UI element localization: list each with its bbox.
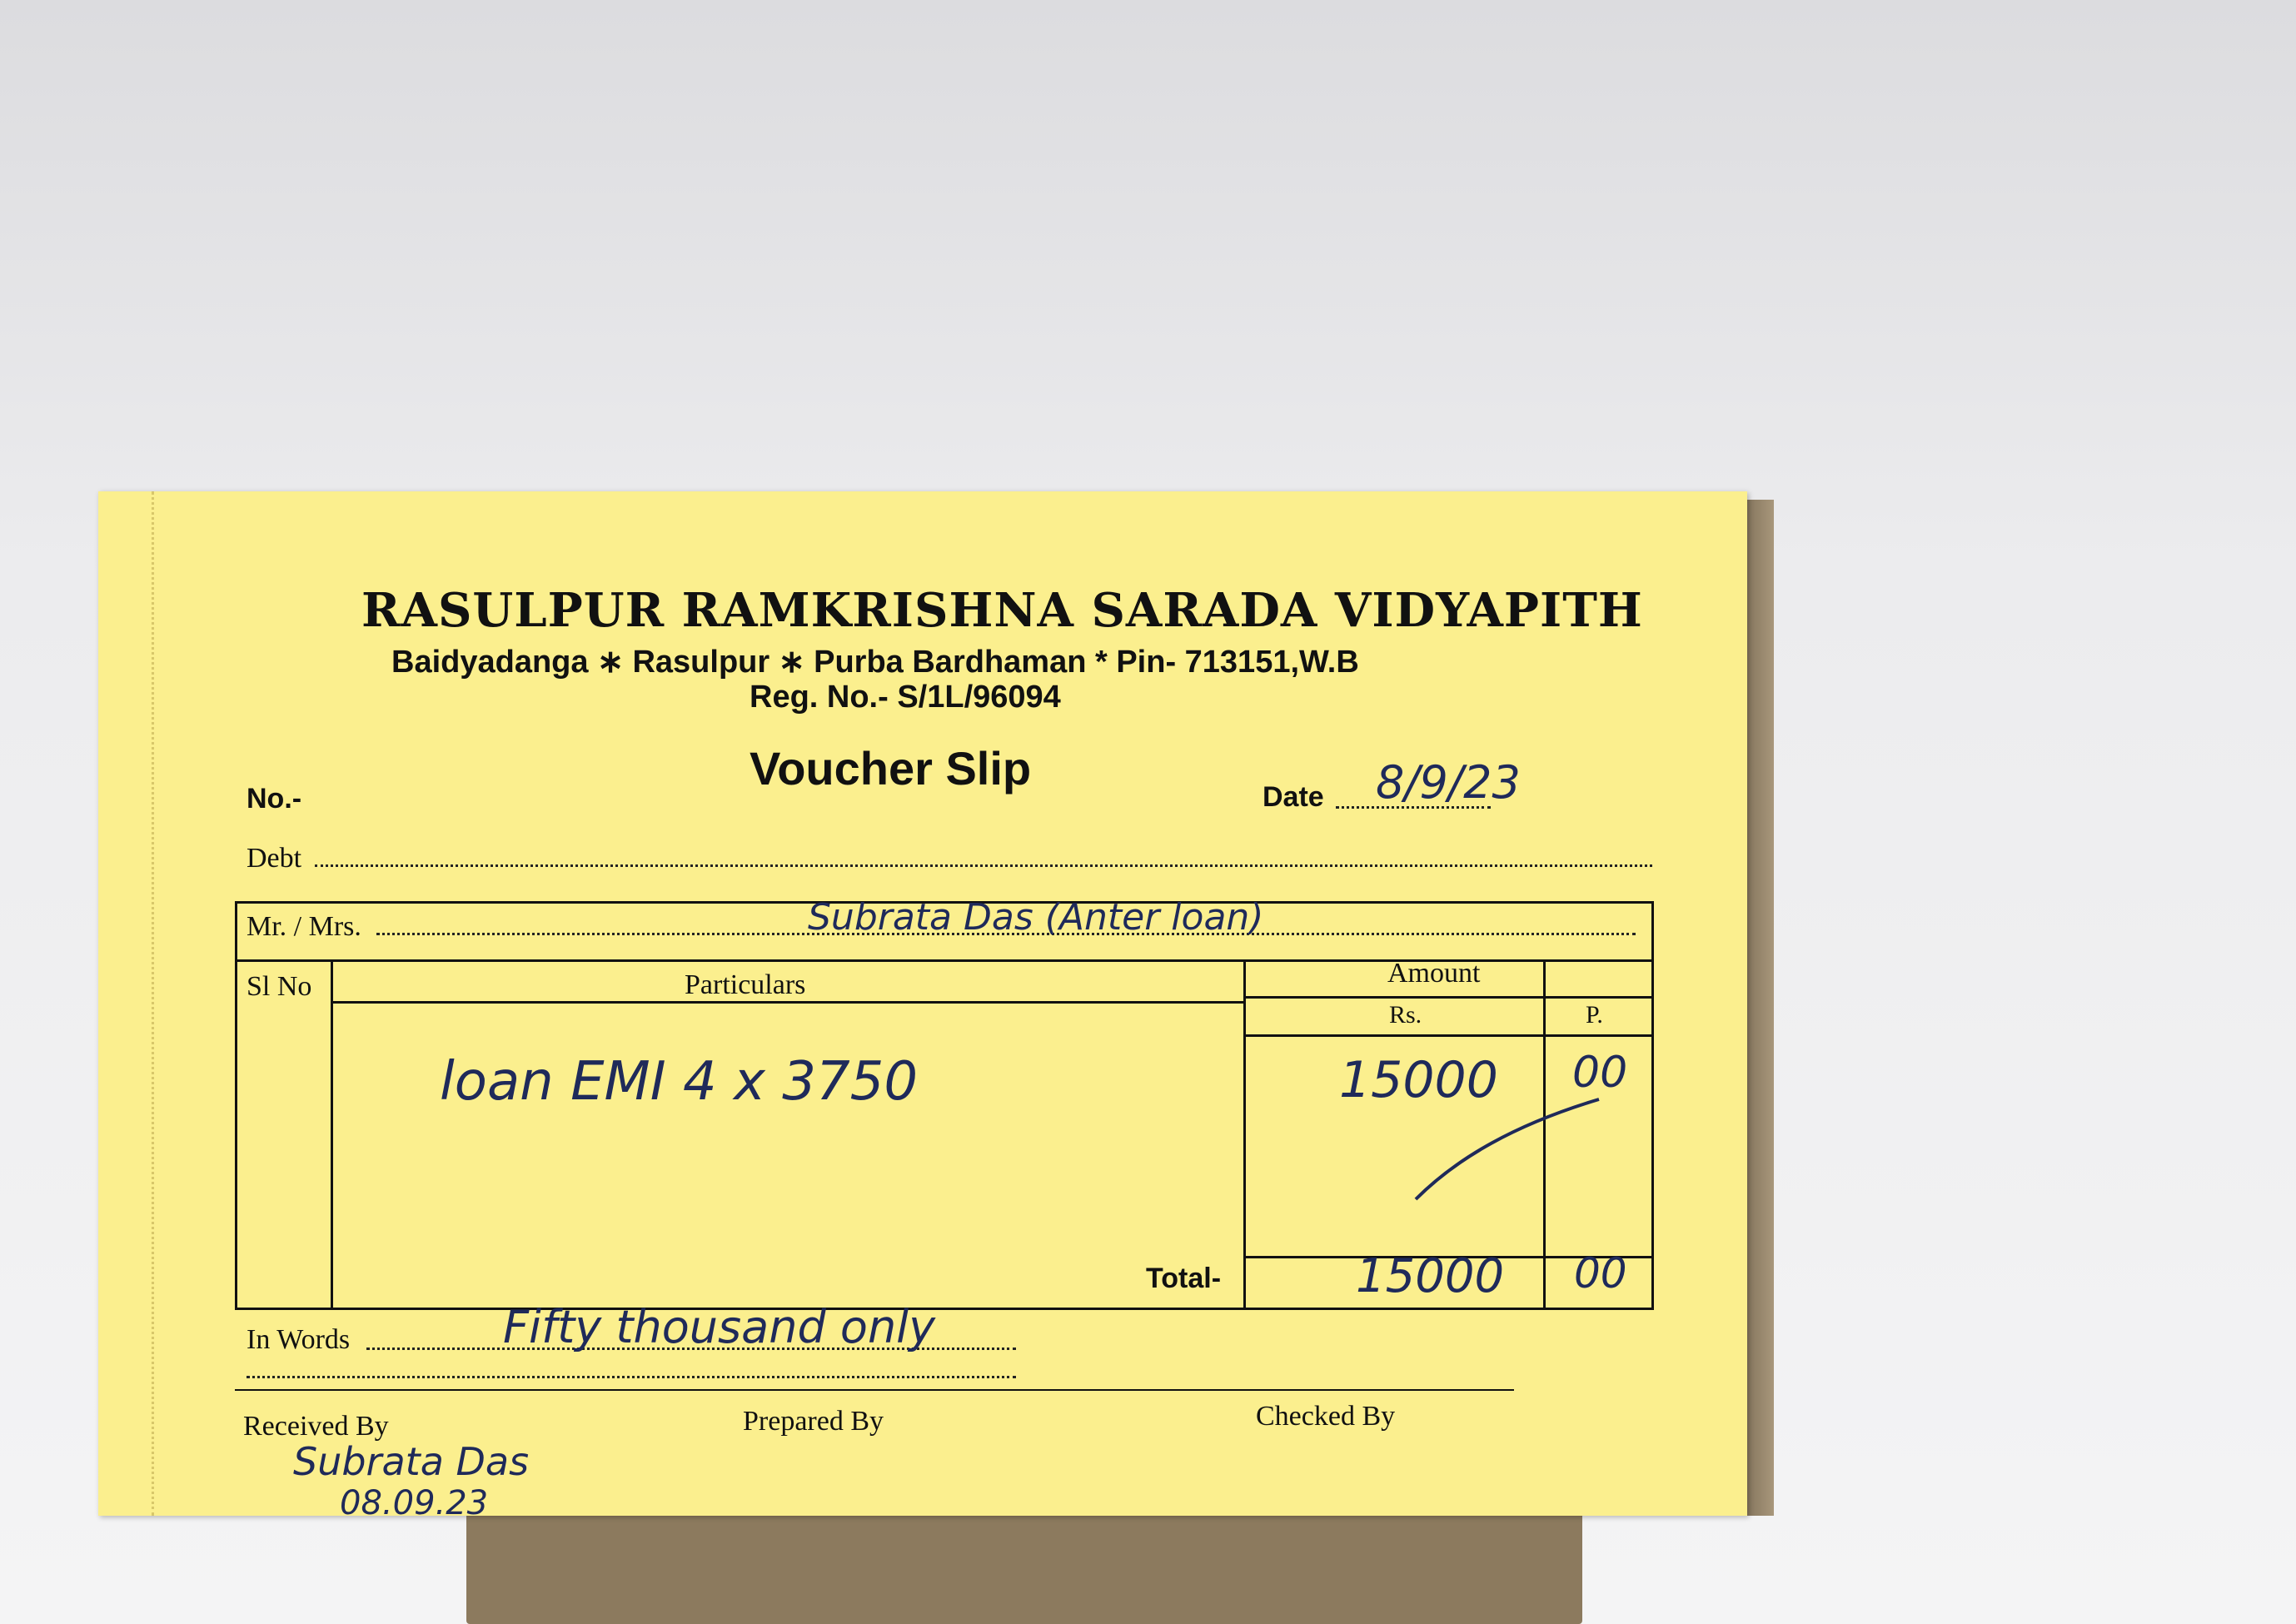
date-value: 8/9/23 [1376, 756, 1521, 809]
date-label: Date [1263, 781, 1324, 813]
perforation-line [152, 491, 154, 1516]
in-words-label: In Words [247, 1324, 351, 1355]
slno-divider [331, 959, 333, 1310]
number-label: No.- [247, 783, 302, 814]
particulars-header-bottom [331, 1001, 1244, 1004]
column-rs: Rs. [1389, 1001, 1422, 1029]
slip-title: Voucher Slip [750, 742, 1032, 795]
debt-label: Debt [247, 843, 302, 874]
column-sl-no: Sl No [247, 971, 312, 1002]
received-by-label: Received By [243, 1411, 389, 1442]
column-p: P. [1586, 1001, 1603, 1029]
table-right-border [1651, 901, 1654, 1310]
signature-separator [235, 1389, 1514, 1391]
cancel-stroke [1407, 1091, 1607, 1208]
in-words-dotted-line-2 [247, 1366, 1016, 1378]
institution-name: RASULPUR RAMKRISHNA SARADA VIDYAPITH [361, 583, 1643, 638]
registration-number: Reg. No.- S/1L/96094 [750, 680, 1061, 715]
institution-address: Baidyadanga ∗ Rasulpur ∗ Purba Bardhaman * Pin- 713151,W.B [391, 645, 1359, 680]
debt-dotted-line [315, 854, 1652, 867]
column-amount: Amount [1387, 958, 1481, 989]
amount-header-bottom [1243, 1034, 1654, 1037]
pad-backing-bottom [466, 1499, 1582, 1624]
total-amount-rs: 15000 [1356, 1249, 1505, 1303]
in-words-value: Fifty thousand only [503, 1301, 936, 1353]
total-label: Total- [1146, 1263, 1222, 1294]
row-amount-p: 00 [1572, 1048, 1628, 1098]
prepared-by-label: Prepared By [743, 1406, 884, 1437]
amount-subheader-line [1243, 996, 1654, 999]
table-bottom-border [235, 1308, 1654, 1310]
table-left-border [235, 901, 237, 1310]
received-signature: Subrata Das [293, 1439, 530, 1484]
total-amount-p: 00 [1574, 1249, 1627, 1298]
row-particulars: loan EMI 4 x 3750 [440, 1051, 919, 1113]
checked-by-label: Checked By [1256, 1401, 1396, 1432]
column-particulars: Particulars [685, 969, 806, 1000]
received-date: 08.09.23 [340, 1484, 489, 1522]
row-amount-rs: 15000 [1339, 1051, 1498, 1109]
name-label: Mr. / Mrs. [247, 911, 361, 942]
name-value: Subrata Das (Anter loan) [808, 896, 1264, 939]
